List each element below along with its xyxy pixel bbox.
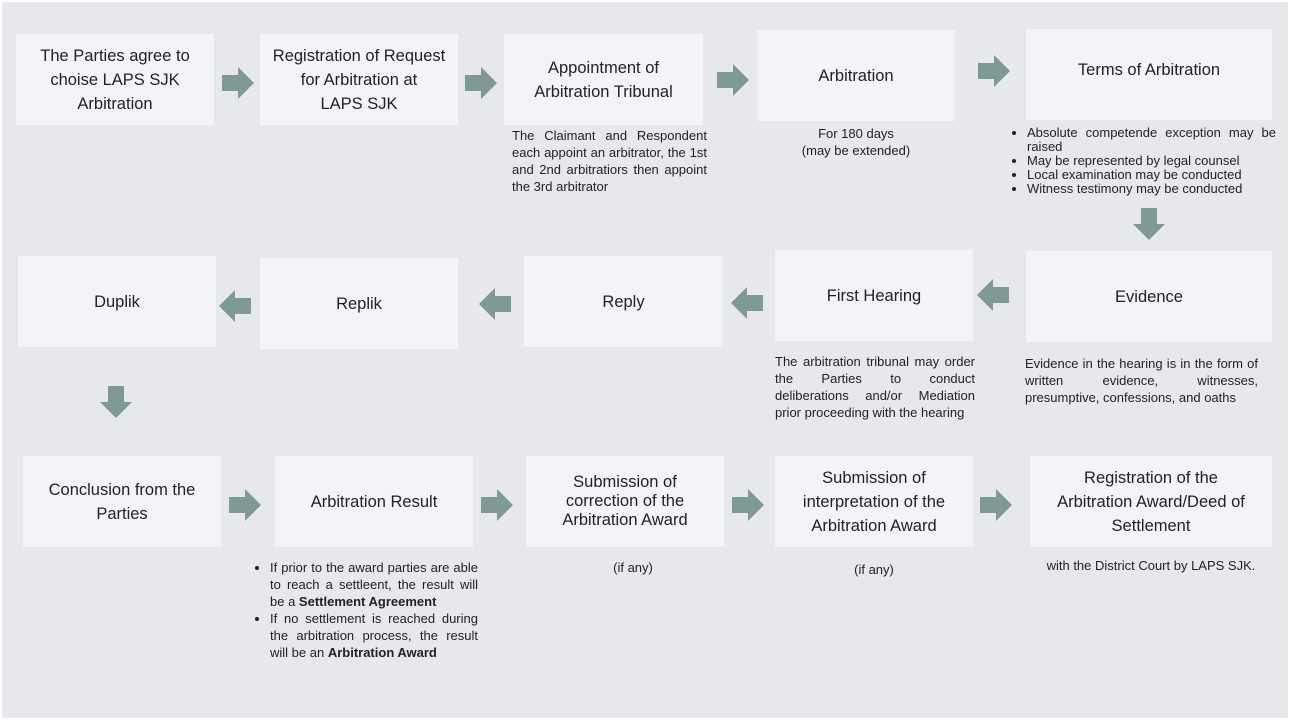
arrow-right-icon (717, 64, 749, 96)
box-conclusion (23, 456, 221, 547)
box-duplik (18, 256, 216, 347)
arbitration-note: For 180 days (may be extended) (801, 126, 911, 158)
box-replik-label: Replik (336, 294, 382, 313)
registration-award-note: with the District Court by LAPS SJK. (1046, 558, 1256, 573)
box-appointment-tribunal-label: Appointment of Arbitration Tribunal (534, 58, 673, 101)
box-arbitration-label: Arbitration (818, 66, 894, 85)
box-arbitration-result (275, 456, 473, 547)
box-replik (260, 258, 458, 349)
arrow-right-icon (980, 489, 1012, 521)
box-arbitration-result-label: Arbitration Result (310, 492, 438, 511)
arrow-left-icon (219, 290, 251, 322)
arrow-down-icon (1133, 208, 1165, 240)
box-appointment-tribunal (504, 34, 703, 125)
terms-item: • Local examination may be conducted (1027, 168, 1276, 182)
box-evidence-label: Evidence (1115, 287, 1183, 306)
evidence-note: Evidence in the hearing is in the form of written evidence, witnesses, presumptive, confessions, and oaths (1025, 356, 1258, 405)
box-registration-award-label: Registration of the Arbitration Award/Deed of Settlement (1057, 468, 1245, 535)
result-item-bold: Settlement Agreement (298, 594, 437, 609)
arrow-left-icon (977, 279, 1009, 311)
box-first-hearing-label: First Hearing (826, 286, 922, 305)
box-registration-request (260, 34, 458, 125)
correction-note: (if any) (613, 560, 653, 575)
arrow-down-icon (100, 386, 132, 418)
box-parties-agree-label: The Parties agree to choise LAPS SJK Arbitration (40, 46, 190, 113)
box-submission-interpretation (775, 456, 973, 547)
interpretation-note: (if any) (854, 562, 894, 577)
box-submission-correction (526, 456, 724, 547)
arrow-right-icon (978, 55, 1010, 87)
arrow-right-icon (222, 67, 254, 99)
box-conclusion-label: Conclusion from the Parties (48, 480, 196, 523)
arrow-left-icon (731, 287, 763, 319)
box-arbitration (757, 30, 955, 121)
result-item-text: If prior to the award parties are able to reach a settleent, the result will be a (270, 560, 478, 609)
result-item (270, 610, 478, 661)
box-reply-label: Reply (602, 292, 645, 311)
arrow-right-icon (229, 489, 261, 521)
box-submission-correction-label: Submission of correction of the Arbitration Award (562, 473, 688, 529)
terms-item: • Witness testimony may be conducted (1027, 182, 1276, 196)
result-item (270, 559, 478, 610)
box-registration-award (1030, 456, 1272, 547)
arrow-right-icon (465, 67, 497, 99)
terms-item: • May be represented by legal counsel (1027, 154, 1276, 168)
box-duplik-label: Duplik (94, 292, 140, 311)
box-registration-request-label: Registration of Request for Arbitration at LAPS SJK (272, 46, 446, 113)
box-reply (524, 256, 723, 347)
box-parties-agree (16, 34, 214, 125)
terms-list (1011, 126, 1276, 196)
result-list (254, 559, 478, 661)
arrow-left-icon (479, 288, 511, 320)
first-hearing-note: The arbitration tribunal may order the Parties to conduct deliberations and/or Mediation prior proceeding with the hearing (775, 354, 975, 420)
box-terms-of-arbitration-label: Terms of Arbitration (1077, 60, 1221, 79)
appointment-note: The Claimant and Respondent each appoint an arbitrator, the 1st and 2nd arbitratiors then appoint the 3rd arbitrator (512, 128, 707, 194)
arrow-right-icon (732, 489, 764, 521)
result-item-text: If no settlement is reached during the arbitration process, the result will be an (270, 611, 478, 660)
arrow-right-icon (481, 489, 513, 521)
box-evidence (1026, 251, 1272, 342)
result-item-bold: Arbitration Award (327, 645, 437, 660)
box-first-hearing (775, 250, 973, 341)
terms-item: • Absolute competende exception may be raised (1027, 126, 1276, 154)
box-terms-of-arbitration (1026, 29, 1272, 120)
box-submission-interpretation-label: Submission of interpretation of the Arbitration Award (802, 468, 946, 535)
